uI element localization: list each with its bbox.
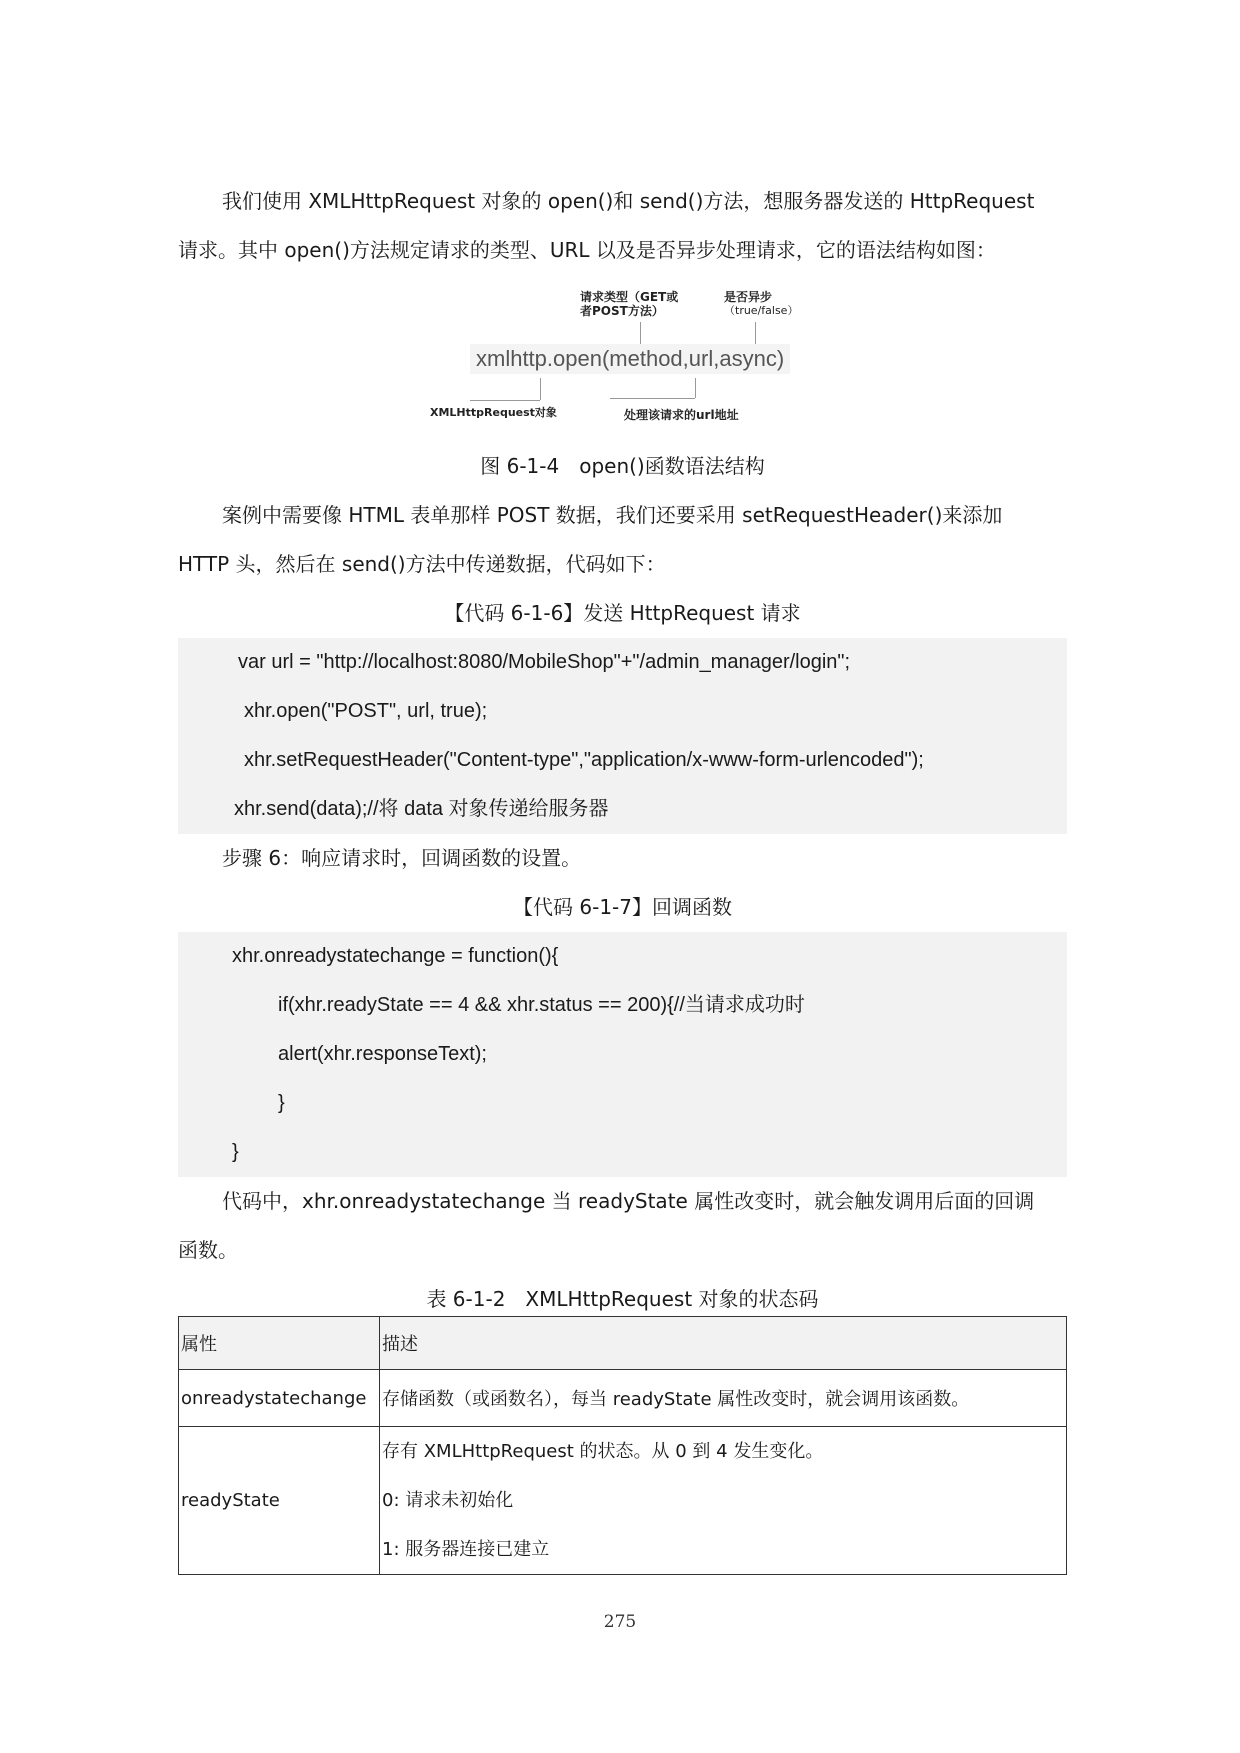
- paragraph-callback-line1: [178, 1177, 1067, 1226]
- figure-caption: 图 6-1-4 open()函数语法结构: [480, 454, 765, 478]
- step6-text: [178, 834, 1067, 883]
- code-line: }: [278, 1092, 285, 1114]
- code-line: alert(xhr.responseText);: [278, 1043, 487, 1065]
- label-request-type-line2: 者POST方法）: [580, 304, 664, 318]
- open-syntax-diagram: [430, 284, 830, 429]
- code-block-2: [178, 932, 1067, 1177]
- code-line: xhr.setRequestHeader("Content-type","application/x-www-form-urlencoded");: [244, 749, 924, 771]
- header-cell-description: 描述: [380, 1317, 1067, 1370]
- paragraph-intro-line1: [178, 177, 1067, 226]
- connector-async: [755, 322, 756, 346]
- connector-url: [695, 378, 696, 398]
- connector-object-h: [470, 400, 540, 401]
- paragraph-intro-line2: 请求。其中 open()方法规定请求的类型、URL 以及是否异步处理请求，它的语法结构如图：: [178, 238, 996, 262]
- cell-line: 存有 XMLHttpRequest 的状态。从 0 到 4 发生变化。: [382, 1441, 824, 1462]
- cell-property: onreadystatechange: [179, 1370, 380, 1427]
- text: 案例中需要像 HTML 表单那样 POST 数据，我们还要采用 setRequestHeader()来添加: [222, 503, 1003, 527]
- code-line: xhr.open("POST", url, true);: [244, 700, 488, 722]
- cell-description: [380, 1427, 1067, 1575]
- code2-title: 【代码 6-1-7】回调函数: [513, 895, 732, 919]
- code-line: xhr.send(data);//将 data 对象传递给服务器: [234, 798, 609, 820]
- label-object: XMLHttpRequest对象: [430, 406, 557, 419]
- table-row: [179, 1427, 1067, 1575]
- code1-title: 【代码 6-1-6】发送 HttpRequest 请求: [444, 601, 801, 625]
- cell-property: readyState: [179, 1427, 380, 1575]
- cell-line: 1: 服务器连接已建立: [382, 1539, 550, 1560]
- code-line: var url = "http://localhost:8080/MobileShop"+"/admin_manager/login";: [238, 651, 851, 673]
- header-cell-property: 属性: [179, 1317, 380, 1370]
- label-url: 处理该请求的url地址: [624, 408, 739, 422]
- cell-line: 0: 请求未初始化: [382, 1490, 514, 1511]
- code-line: }: [232, 1141, 239, 1163]
- syntax-text: xmlhttp.open(method,url,async): [470, 344, 790, 374]
- label-request-type: [580, 290, 678, 318]
- code-block-1: [178, 638, 1067, 834]
- paragraph-post-line1: [178, 491, 1067, 540]
- label-request-type-line1: 请求类型（GET或: [580, 290, 679, 304]
- table-caption: 表 6-1-2 XMLHttpRequest 对象的状态码: [426, 1287, 819, 1311]
- label-async-line2: （true/false）: [724, 304, 799, 317]
- label-async: [724, 290, 798, 318]
- text: 代码中，xhr.onreadystatechange 当 readyState 属性改变时，就会触发调用后面的回调: [222, 1189, 1035, 1213]
- connector-object: [540, 378, 541, 400]
- paragraph-post-line2: HTTP 头，然后在 send()方法中传递数据，代码如下：: [178, 552, 666, 576]
- table-row: [179, 1370, 1067, 1427]
- paragraph-callback-line2: 函数。: [178, 1238, 238, 1262]
- page-number: 275: [603, 1612, 637, 1632]
- table-header-row: [179, 1317, 1067, 1370]
- connector-type: [640, 322, 641, 346]
- code-line: xhr.onreadystatechange = function(){: [232, 945, 559, 967]
- connector-url-h: [610, 398, 695, 399]
- status-code-table: [178, 1316, 1067, 1575]
- text: 我们使用 XMLHttpRequest 对象的 open()和 send()方法，想服务器发送的 HttpRequest: [222, 189, 1035, 213]
- text: 步骤 6：响应请求时，回调函数的设置。: [222, 846, 582, 870]
- code-line: if(xhr.readyState == 4 && xhr.status == 200){//当请求成功时: [278, 994, 805, 1016]
- label-async-line1: 是否异步: [724, 290, 773, 304]
- cell-description: 存储函数（或函数名），每当 readyState 属性改变时，就会调用该函数。: [380, 1370, 1067, 1427]
